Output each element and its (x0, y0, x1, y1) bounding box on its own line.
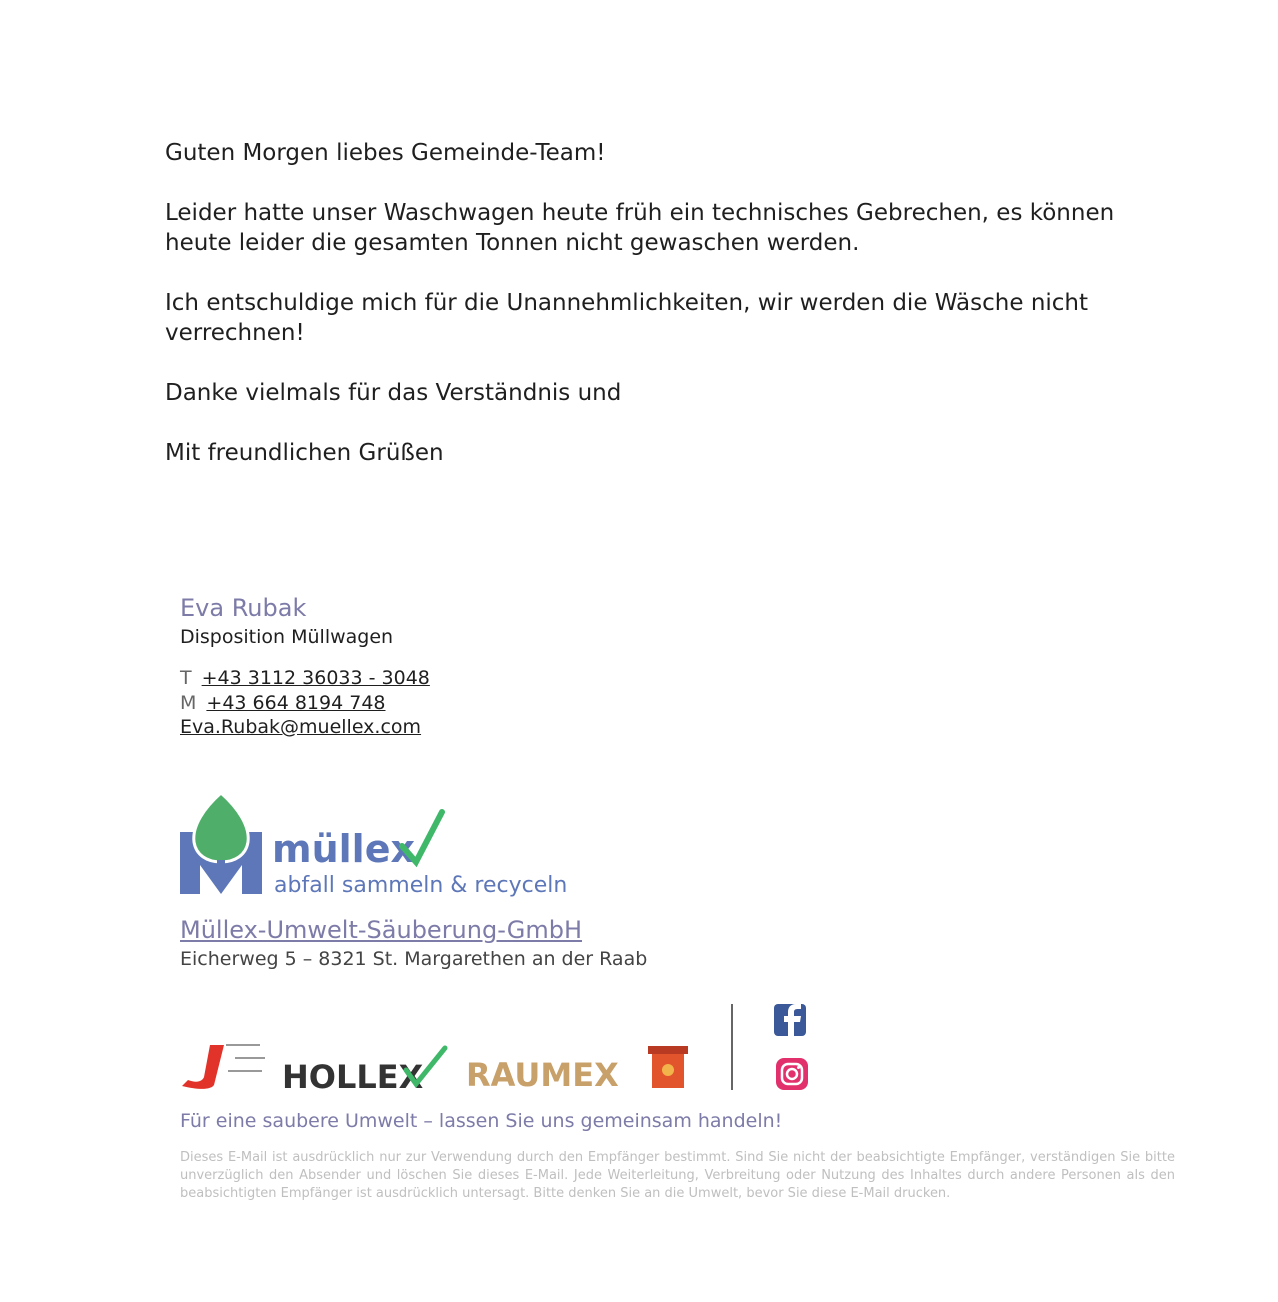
body-paragraph-2: Ich entschuldige mich für die Unannehmlichkeiten, wir werden die Wäsche nicht verrechnen! (165, 290, 1089, 346)
tree-icon (180, 793, 262, 894)
signature-role: Disposition Müllwagen (180, 626, 394, 648)
contact-phone (180, 667, 430, 689)
hollex-logo: HOLLEX (282, 1058, 424, 1096)
email-link[interactable]: Eva.Rubak@muellex.com (180, 716, 422, 738)
phone-link[interactable]: +43 3112 36033 - 3048 (201, 667, 430, 689)
disclaimer: Dieses E-Mail ist ausdrücklich nur zur Verwendung durch den Empfänger bestimmt. Sind Sie nicht der beabsichtigte Empfänger, verständigen Sie bitte unverzüglich den Absender und löschen Sie dieses E-Mail. Jede Weiterleitung, Verbreitung oder Nutzung des Inhaltes durch andere Personen als den beabsichtigten Empfänger ist ausdrücklich untersagt. Bitte denken Sie an die Umwelt, bevor Sie diese E-Mail drucken. (180, 1150, 1175, 1201)
company-address: Eicherweg 5 – 8321 St. Margarethen an der Raab (180, 948, 648, 970)
instagram-icon[interactable] (776, 1058, 808, 1090)
jt-logo-icon (182, 1045, 265, 1089)
muellex-logo (180, 790, 610, 900)
phone-label: T (180, 667, 192, 689)
mobile-label: M (180, 692, 197, 714)
facebook-icon[interactable] (774, 1004, 806, 1036)
logo-brand: müllex (272, 827, 415, 871)
contact-mobile (180, 692, 386, 714)
bin-icon (648, 1046, 688, 1088)
signature-name: Eva Rubak (180, 594, 307, 622)
contact-email (180, 716, 421, 738)
body-paragraph-1: Leider hatte unser Waschwagen heute früh ein technisches Gebrechen, es können heute leider die gesamten Tonnen nicht gewaschen werden. (165, 200, 1115, 256)
thanks-line: Danke vielmals für das Verständnis und (165, 380, 622, 406)
greeting: Guten Morgen liebes Gemeinde-Team! (165, 140, 606, 166)
mobile-link[interactable]: +43 664 8194 748 (206, 692, 386, 714)
company-link[interactable]: Müllex-Umwelt-Säuberung-GmbH (180, 916, 583, 944)
partner-logos (180, 1000, 820, 1100)
logo-slogan: abfall sammeln & recyceln (274, 873, 568, 898)
tagline: Für eine saubere Umwelt – lassen Sie uns gemeinsam handeln! (180, 1110, 783, 1132)
closing-line: Mit freundlichen Grüßen (165, 440, 444, 466)
raumex-logo: RAUMEX (466, 1056, 619, 1094)
